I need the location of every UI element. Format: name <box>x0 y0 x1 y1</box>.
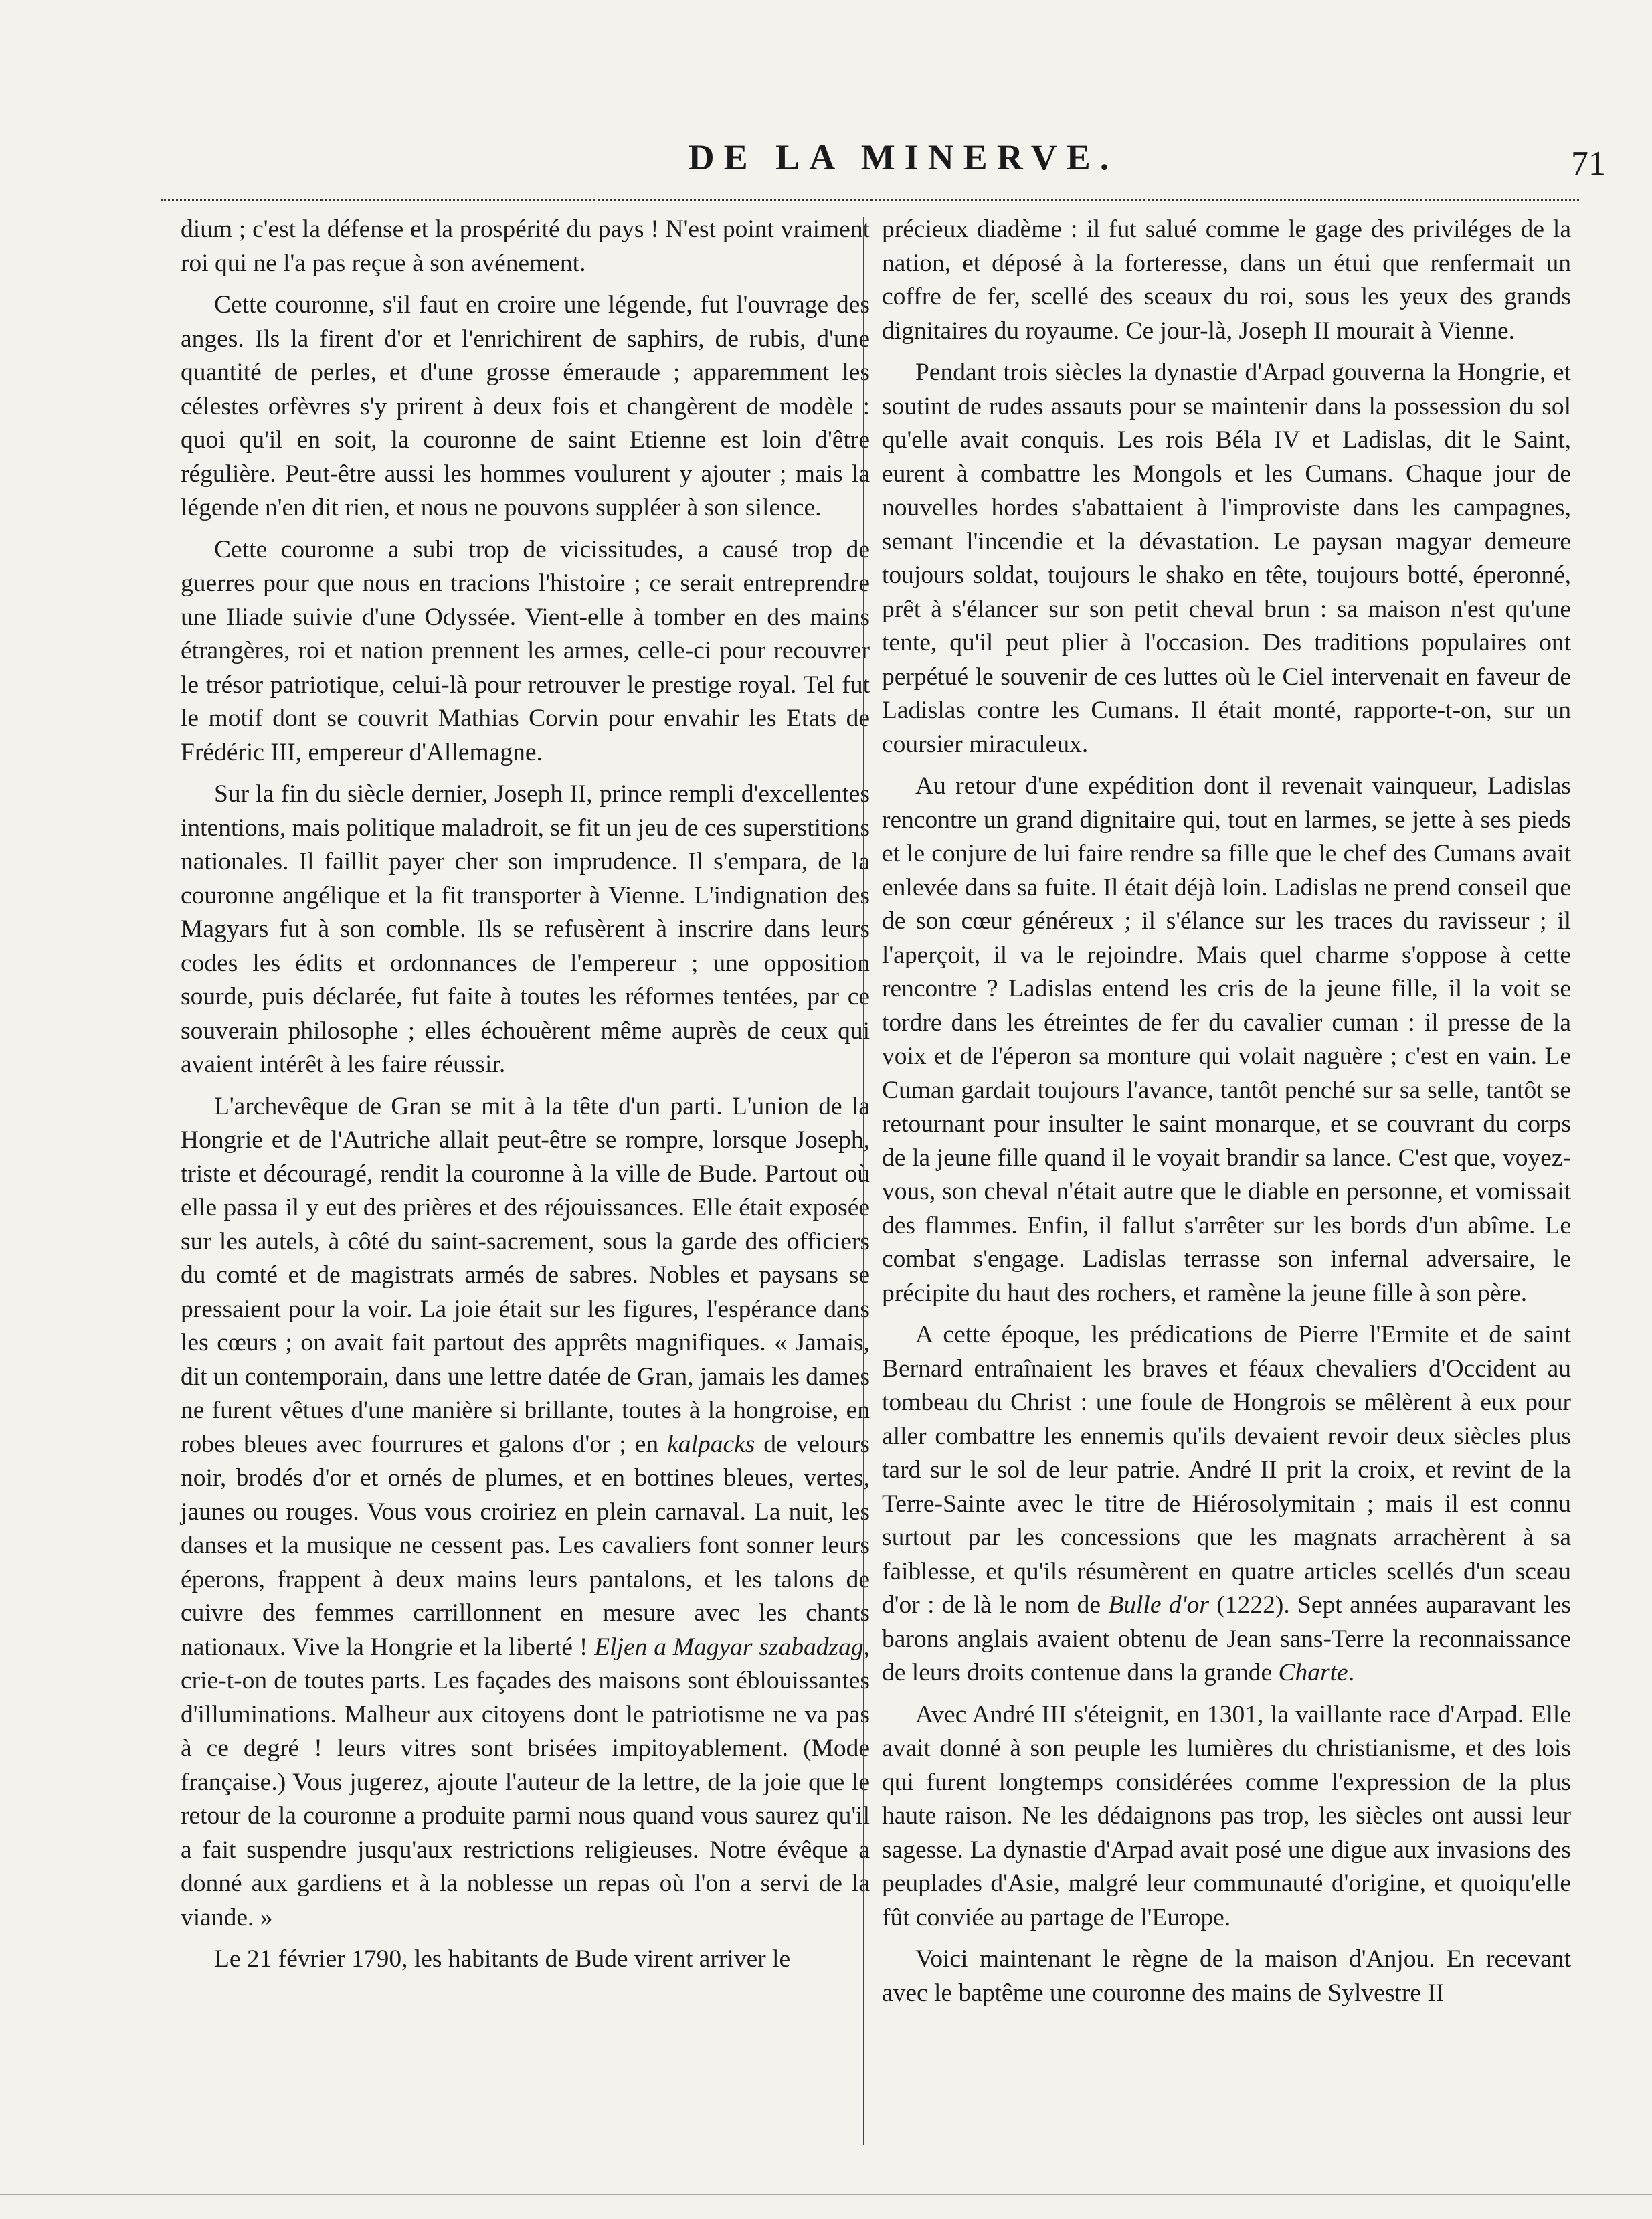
text-run: (1222). Sept années auparavant les barons anglais avaient obtenu de Jean sans-Terre la reconnaissance de leurs droits contenue dans la grande <box>882 1591 1571 1686</box>
italic-term: kalpacks <box>667 1430 755 1458</box>
left-column <box>181 213 870 2153</box>
page-number: 71 <box>1571 145 1606 183</box>
page-header <box>0 137 1652 184</box>
italic-term: Bulle d'or <box>1108 1591 1209 1619</box>
paragraph <box>181 1090 870 1935</box>
italic-term: Charte <box>1278 1659 1348 1686</box>
paragraph <box>882 1318 1571 1690</box>
running-title: DE LA MINERVE. <box>688 137 1119 177</box>
paragraph: dium ; c'est la défense et la prospérité du pays ! N'est point vraiment roi qui ne l'a pas reçue à son avénement. <box>181 215 870 277</box>
column-divider <box>863 217 864 2145</box>
right-column <box>882 213 1571 2153</box>
text-run: de velours noir, brodés d'or et ornés de plumes, et en bottines bleues, vertes, jaunes ou rouges. Vous vous croiriez en plein carnaval. La nuit, les danses et la musique ne cessent pas. Les cavaliers font sonner leurs éperons, frappent à deux mains leurs pantalons, et les talons de cuivre des femmes carrillonnent en mesure avec les chants nationaux. Vive la Hongrie et la liberté ! <box>181 1430 870 1661</box>
paragraph: Cette couronne, s'il faut en croire une légende, fut l'ouvrage des anges. Ils la firent d'or et l'enrichirent de saphirs, de rubis, d'une quantité de perles, et d'une grosse émeraude ; apparemment les célestes orfèvres s'y prirent à deux fois et changèrent de modèle : quoi qu'il en soit, la couronne de saint Etienne est loin d'être régulière. Peut-être aussi les hommes voulurent y ajouter ; mais la légende n'en dit rien, et nous ne pouvons suppléer à son silence. <box>181 291 870 521</box>
paragraph: Le 21 février 1790, les habitants de Bude virent arriver le <box>214 1945 791 1973</box>
text-run: L'archevêque de Gran se mit à la tête d'un parti. L'union de la Hongrie et de l'Autriche allait peut-être se rompre, lorsque Joseph, triste et découragé, rendit la couronne à la ville de Bude. Partout où elle passa il y eut des prières et des réjouissances. Elle était exposée sur les autels, à côté du saint-sacrement, sous la garde des officiers du comté et de magistrats armés de sabres. Nobles et paysans se pressaient pour la voir. La joie était sur les figures, l'espérance dans les cœurs ; on avait fait partout des apprêts magnifiques. « Jamais, dit un contemporain, dans une lettre datée de Gran, jamais les dames ne furent vêtues d'une manière si brillante, toutes à la hongroise, en robes bleues avec fourrures et galons d'or ; en <box>181 1092 870 1458</box>
paragraph: Pendant trois siècles la dynastie d'Arpad gouverna la Hongrie, et soutint de rudes assauts pour se maintenir dans la possession du sol qu'elle avait conquis. Les rois Béla IV et Ladislas, dit le Saint, eurent à combattre les Mongols et les Cumans. Chaque jour de nouvelles hordes s'abattaient à l'improviste dans les campagnes, semant l'incendie et la dévastation. Le paysan magyar demeure toujours soldat, toujours le shako en tête, toujours botté, éperonné, prêt à s'élancer sur son petit cheval brun : sa maison n'est qu'une tente, qu'il peut plier à l'occasion. Des traditions populaires ont perpétué le souvenir de ces luttes où le Ciel intervenait en faveur de Ladislas contre les Cumans. Il était monté, rapporte-t-on, sur un coursier miraculeux. <box>882 359 1571 758</box>
text-run: A cette époque, les prédications de Pierre l'Ermite et de saint Bernard entraînaient les braves et féaux chevaliers d'Occident au tombeau du Christ : une foule de Hongrois se mêlèrent à eux pour aller combattre les ennemis qu'ils devaient revoir deux siècles plus tard sur le sol de leur patrie. André II prit la croix, et revint de la Terre-Sainte avec le titre de Hiérosolymitain ; mais il est connu surtout par les concessions que les magnats arrachèrent à sa faiblesse, et qu'ils résumèrent en quatre articles scellés d'un sceau d'or : de là le nom de <box>882 1321 1571 1619</box>
paragraph: Voici maintenant le règne de la maison d'Anjou. En recevant avec le baptême une couronne des mains de Sylvestre II <box>882 1945 1571 2007</box>
paragraph: précieux diadème : il fut salué comme le gage des priviléges de la nation, et déposé à la forteresse, dans un étui que renfermait un coffre de fer, scellé des sceaux du roi, sous les yeux des grands dignitaires du royaume. Ce jour-là, Joseph II mourait à Vienne. <box>882 215 1571 345</box>
italic-term: Eljen a Magyar szabadzag <box>594 1633 864 1661</box>
text-run: . <box>1348 1659 1355 1686</box>
paragraph: Avec André III s'éteignit, en 1301, la vaillante race d'Arpad. Elle avait donné à son peuple les lumières du christianisme, et des lois qui furent longtemps considérées comme l'expression de la plus haute raison. Ne les dédaignons pas trop, les siècles ont aussi leur sagesse. La dynastie d'Arpad avait posé une digue aux invasions des peuplades d'Asie, malgré leur communauté d'origine, et quoiqu'elle fût conviée au partage de l'Europe. <box>882 1700 1571 1931</box>
bottom-rule <box>0 2194 1652 2195</box>
text-run: , crie-t-on de toutes parts. Les façades des maisons sont éblouissantes d'illuminations. Malheur aux citoyens dont le patriotisme ne va pas à ce degré ! leurs vitres sont brisées impitoyablement. (Mode française.) Vous jugerez, ajoute l'auteur de la lettre, de la joie que le retour de la couronne a produite parmi nous quand vous saurez qu'il a fait suspendre jusqu'aux restrictions religieuses. Notre évêque a donné aux gardiens et à la noblesse un repas où l'on a servi de la viande. » <box>181 1633 870 1931</box>
paragraph: Cette couronne a subi trop de vicissitudes, a causé trop de guerres pour que nous en tracions l'histoire ; ce serait entreprendre une Iliade suivie d'une Odyssée. Vient-elle à tomber en des mains étrangères, roi et nation prennent les armes, celle-ci pour recouvrer le trésor patriotique, celui-là pour retrouver le prestige royal. Tel fut le motif dont se couvrit Mathias Corvin pour envahir les Etats de Frédéric III, empereur d'Allemagne. <box>181 535 870 766</box>
header-rule <box>161 190 1579 201</box>
paragraph: Au retour d'une expédition dont il revenait vainqueur, Ladislas rencontre un grand dignitaire qui, tout en larmes, se jette à ses pieds et le conjure de lui faire rendre sa fille que le chef des Cumans avait enlevée dans sa fuite. Il était déjà loin. Ladislas ne prend conseil que de son cœur généreux ; il s'élance sur les traces du ravisseur ; il l'aperçoit, il va le rejoindre. Mais quel charme s'oppose à cette rencontre ? Ladislas entend les cris de la jeune fille, il la voit se tordre dans les étreintes de fer du cavalier cuman : il presse de la voix et de l'éperon sa monture qui volait naguère ; c'est en vain. Le Cuman gardait toujours l'avance, tantôt penché sur sa selle, tantôt se retournant pour insulter le saint monarque, et se couvrant du corps de la jeune fille quand il le voyait brandir sa lance. C'est que, voyez-vous, son cheval n'était autre que le diable en personne, et vomissait des flammes. Enfin, il fallut s'arrêter sur les bords d'un abîme. Le combat s'engage. Ladislas terrasse son infernal adversaire, le précipite du haut des rochers, et ramène la jeune fille à son père. <box>882 772 1571 1307</box>
paragraph: Sur la fin du siècle dernier, Joseph II, prince rempli d'excellentes intentions, mais politique maladroit, se fit un jeu de ces superstitions nationales. Il faillit payer cher son imprudence. Il s'empara, de la couronne angélique et la fit transporter à Vienne. L'indignation des Magyars fut à son comble. Ils se refusèrent à inscrire dans leurs codes les édits et ordonnances de l'empereur ; une opposition sourde, puis déclarée, fut faite à toutes les réformes tentées, par ce souverain philosophe ; elles échouèrent même auprès de ceux qui avaient intérêt à les faire réussir. <box>181 780 870 1078</box>
